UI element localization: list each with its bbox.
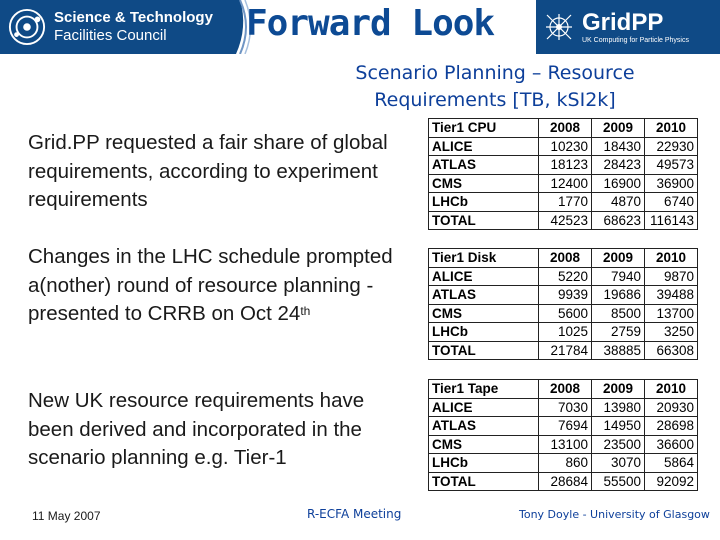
org-line2: Facilities Council (54, 27, 167, 44)
row-label: CMS (429, 435, 539, 454)
table-row (429, 323, 698, 342)
cell-value: 860 (539, 454, 592, 473)
row-label: TOTAL (429, 211, 539, 230)
table-header-row (429, 249, 698, 268)
cell-value: 18123 (539, 156, 592, 175)
cell-value: 42523 (539, 211, 592, 230)
cell-value: 18430 (592, 137, 645, 156)
cell-value: 4870 (592, 193, 645, 212)
table-row (429, 156, 698, 175)
cell-value: 5600 (539, 304, 592, 323)
cell-value: 5220 (539, 267, 592, 286)
cell-value: 68623 (592, 211, 645, 230)
subtitle-line1: Scenario Planning – Resource (355, 62, 635, 84)
cell-value: 116143 (645, 211, 698, 230)
cell-value: 13980 (592, 398, 645, 417)
footer-date: 11 May 2007 (32, 509, 101, 523)
table-row (429, 454, 698, 473)
table-title: Tier1 Tape (429, 380, 539, 399)
table-title: Tier1 Disk (429, 249, 539, 268)
table-row (429, 286, 698, 305)
cell-value: 21784 (539, 341, 592, 360)
table-row (429, 398, 698, 417)
year-header: 2009 (592, 380, 645, 399)
paragraph-lhc-text: Changes in the LHC schedule prompted a(nother) round of resource planning - presented to CRRB on Oct 24 (28, 245, 393, 325)
row-label: ATLAS (429, 156, 539, 175)
cell-value: 6740 (645, 193, 698, 212)
cell-value: 1770 (539, 193, 592, 212)
cell-value: 28684 (539, 472, 592, 491)
cell-value: 14950 (592, 417, 645, 436)
cell-value: 23500 (592, 435, 645, 454)
table-row-total (429, 211, 698, 230)
cell-value: 39488 (645, 286, 698, 305)
footer-meeting: R-ECFA Meeting (307, 507, 402, 521)
table-row (429, 267, 698, 286)
row-label: CMS (429, 174, 539, 193)
cell-value: 13100 (539, 435, 592, 454)
row-label: ATLAS (429, 286, 539, 305)
year-header: 2010 (645, 380, 698, 399)
year-header: 2010 (645, 249, 698, 268)
cell-value: 28698 (645, 417, 698, 436)
gridpp-tagline: UK Computing for Particle Physics (582, 36, 689, 44)
gridpp-wordmark (582, 10, 689, 45)
table-header-row (429, 380, 698, 399)
row-label: LHCb (429, 323, 539, 342)
table-title: Tier1 CPU (429, 119, 539, 138)
year-header: 2008 (539, 119, 592, 138)
cell-value: 28423 (592, 156, 645, 175)
table-row-total (429, 341, 698, 360)
cell-value: 10230 (539, 137, 592, 156)
cell-value: 12400 (539, 174, 592, 193)
table-row (429, 435, 698, 454)
cell-value: 3250 (645, 323, 698, 342)
table-tier1-cpu (428, 118, 698, 230)
cell-value: 20930 (645, 398, 698, 417)
cell-value: 3070 (592, 454, 645, 473)
row-label: ALICE (429, 267, 539, 286)
table-row (429, 137, 698, 156)
cell-value: 36900 (645, 174, 698, 193)
row-label: LHCb (429, 454, 539, 473)
org-line1: Science & Technology (54, 9, 213, 26)
paragraph-lhc-schedule (28, 243, 398, 329)
year-header: 2010 (645, 119, 698, 138)
cell-value: 36600 (645, 435, 698, 454)
cell-value: 49573 (645, 156, 698, 175)
table-row (429, 304, 698, 323)
table-header-row (429, 119, 698, 138)
paragraph-uk-requirements: New UK resource requirements have been derived and incorporated in the scenario planning e.g. Tier-1 (28, 389, 365, 469)
stfc-name (54, 9, 213, 45)
year-header: 2009 (592, 249, 645, 268)
slide-header (0, 0, 720, 54)
table-row (429, 174, 698, 193)
row-label: CMS (429, 304, 539, 323)
cell-value: 38885 (592, 341, 645, 360)
row-label: TOTAL (429, 472, 539, 491)
year-header: 2008 (539, 249, 592, 268)
stfc-emblem-icon (8, 8, 46, 46)
footer-author: Tony Doyle - University of Glasgow (519, 508, 710, 521)
table-row-total (429, 472, 698, 491)
table-row (429, 417, 698, 436)
row-label: TOTAL (429, 341, 539, 360)
table-row (429, 193, 698, 212)
row-label: ALICE (429, 137, 539, 156)
row-label: LHCb (429, 193, 539, 212)
cell-value: 7940 (592, 267, 645, 286)
table-tier1-disk (428, 248, 698, 360)
cell-value: 2759 (592, 323, 645, 342)
cell-value: 55500 (592, 472, 645, 491)
year-header: 2008 (539, 380, 592, 399)
cell-value: 8500 (592, 304, 645, 323)
cell-value: 9939 (539, 286, 592, 305)
gridpp-grid-icon (544, 12, 574, 42)
subtitle-line2: Requirements [TB, kSI2k] (374, 89, 616, 111)
cell-value: 16900 (592, 174, 645, 193)
cell-value: 1025 (539, 323, 592, 342)
stfc-logo (0, 0, 218, 54)
cell-value: 92092 (645, 472, 698, 491)
cell-value: 5864 (645, 454, 698, 473)
gridpp-name: GridPP (582, 8, 664, 36)
row-label: ALICE (429, 398, 539, 417)
cell-value: 9870 (645, 267, 698, 286)
cell-value: 13700 (645, 304, 698, 323)
paragraph-fair-share: Grid.PP requested a fair share of global requirements, according to experiment requirements (28, 131, 388, 211)
cell-value: 19686 (592, 286, 645, 305)
gridpp-logo (536, 0, 720, 54)
cell-value: 66308 (645, 341, 698, 360)
table-tier1-tape (428, 379, 698, 491)
cell-value: 22930 (645, 137, 698, 156)
row-label: ATLAS (429, 417, 539, 436)
cell-value: 7030 (539, 398, 592, 417)
ordinal-suffix: th (300, 304, 311, 318)
slide-subtitle (320, 60, 670, 114)
slide-title: Forward Look (246, 3, 495, 44)
year-header: 2009 (592, 119, 645, 138)
cell-value: 7694 (539, 417, 592, 436)
